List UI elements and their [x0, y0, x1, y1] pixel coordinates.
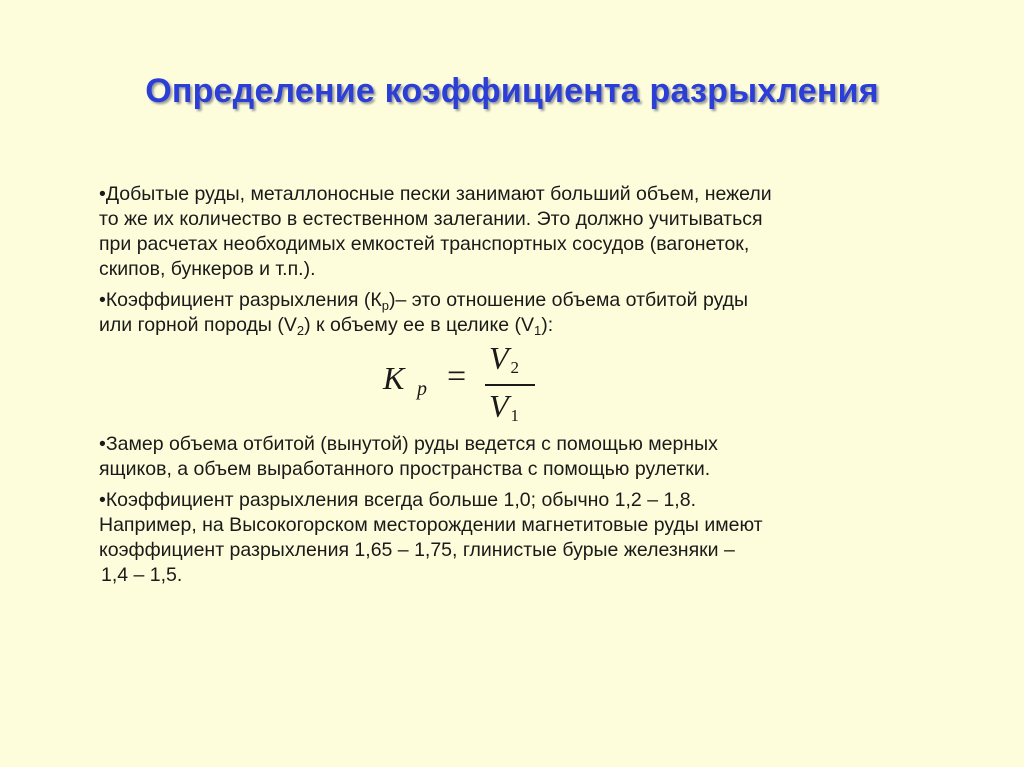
paragraph-3 [99, 432, 919, 482]
paragraph-3-line-2: ящиков, а объем выработанного пространства с помощью рулетки. [99, 458, 711, 480]
kp-subscript: р [381, 298, 389, 313]
paragraph-4-line-3: коэффициент разрыхления 1,65 – 1,75, глинистые бурые железняки – [99, 539, 735, 561]
formula-numerator: V 2 [489, 340, 520, 377]
paragraph-4-line-1: •Коэффициент разрыхления всегда больше 1,0; обычно 1,2 – 1,8. [99, 489, 696, 511]
paragraph-3-line-1: •Замер объема отбитой (вынутой) руды ведется с помощью мерных [99, 433, 718, 455]
paragraph-2-line-2-end: ): [541, 314, 554, 336]
paragraph-4 [99, 488, 919, 588]
paragraph-4-line-2: Например, на Высокогорском месторождении магнетитовые руды имеют [99, 514, 763, 536]
paragraph-1-line-4: скипов, бункеров и т.п.). [99, 258, 316, 280]
formula-k: K p [383, 360, 427, 400]
formula-denominator: V 1 [489, 388, 520, 425]
paragraph-2-line-2-mid: ) к объему ее в целике (V [304, 314, 534, 336]
paragraph-2 [99, 288, 919, 338]
v2-subscript: 2 [296, 323, 305, 338]
v1-subscript: 1 [533, 323, 542, 338]
paragraph-2-line-2-start: или горной породы (V [99, 314, 297, 336]
paragraph-2-line-1-end: )– это отношение объема отбитой руды [388, 289, 749, 311]
formula-fraction-bar [485, 384, 535, 386]
slide-body [99, 182, 919, 338]
paragraph-1 [99, 182, 919, 282]
paragraph-2-line-2 [99, 313, 919, 338]
slide-title: Определение коэффициента разрыхления [145, 72, 879, 110]
loosening-formula [383, 340, 553, 428]
paragraph-2-line-1 [99, 288, 919, 313]
paragraph-1-line-1: •Добытые руды, металлоносные пески занимают больший объем, нежели [99, 183, 772, 205]
formula-equals: = [447, 358, 467, 395]
paragraph-1-line-3: при расчетах необходимых емкостей транспортных сосудов (вагонеток, [99, 233, 750, 255]
paragraph-1-line-2: то же их количество в естественном залегании. Это должно учитываться [99, 208, 763, 230]
formula-k-subscript: p [417, 378, 427, 400]
paragraph-4-line-4: 1,4 – 1,5. [101, 564, 183, 586]
paragraph-2-line-1-start: •Коэффициент разрыхления (К [99, 289, 382, 311]
slide-body-lower [99, 432, 919, 588]
